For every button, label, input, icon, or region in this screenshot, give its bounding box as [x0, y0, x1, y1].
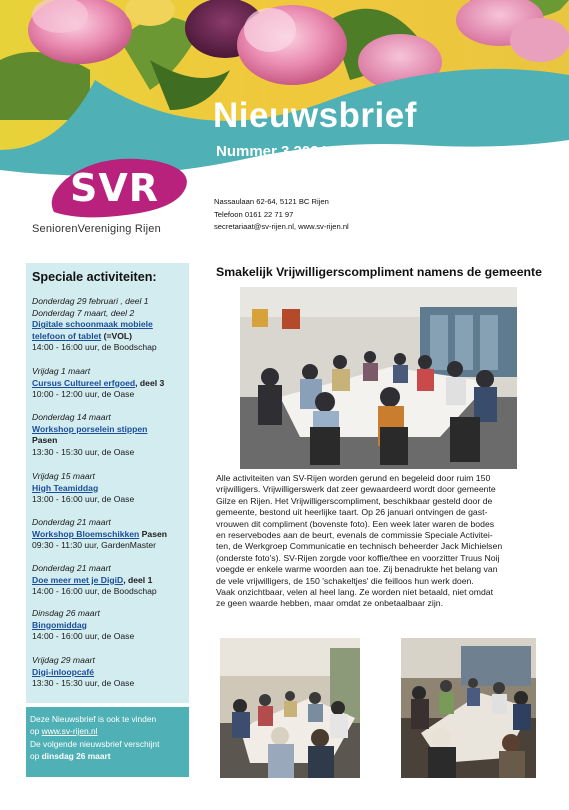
- bottom-right-photo: [401, 638, 536, 778]
- newsletter-title: Nieuwsbrief: [213, 96, 417, 135]
- contact-block: [214, 196, 349, 234]
- issue-number: Nummer 3 2024: [216, 143, 327, 160]
- activity-title-link[interactable]: Digi-inloopcafé: [32, 666, 95, 677]
- article-line: de vele vrijwilligers, de 150 'schakeltjes' die feilloos hun werk doen.: [216, 575, 474, 586]
- activity-date: Donderdag 14 maart: [32, 412, 111, 422]
- activity-date: Donderdag 21 maart: [32, 563, 111, 573]
- footer-line-2-prefix: op: [30, 726, 42, 736]
- activity-detail: 10:00 - 12:00 uur, de Oase: [32, 389, 135, 400]
- activity-date: Dinsdag 26 maart: [32, 608, 100, 618]
- activity-date: Vrijdag 29 maart: [32, 655, 95, 665]
- article-line: vrijwilligers. Vrijwilligerswerk dat zeer gewaardeerd wordt door gemeente: [216, 484, 496, 495]
- footer-line-2: [30, 726, 98, 737]
- activity-item: [32, 412, 192, 458]
- activity-detail: 14:00 - 16:00 uur, de Boodschap: [32, 342, 157, 353]
- activity-title-link[interactable]: Workshop Bloemschikken Pasen: [32, 528, 168, 539]
- activity-title-link[interactable]: Workshop porselein stippen: [32, 423, 148, 434]
- activity-detail: 14:00 - 16:00 uur, de Boodschap: [32, 586, 157, 597]
- contact-address: Nassaulaan 62-64, 5121 BC Rijen: [214, 197, 329, 206]
- article-line: Vaak onzichtbaar, velen al heel lang. Ze worden niet betaald, niet omdat: [216, 587, 494, 598]
- activity-title-link[interactable]: High Teamiddag: [32, 482, 99, 493]
- article-body: [216, 473, 541, 610]
- activity-detail: 13:00 - 16:00 uur, de Oase: [32, 494, 135, 505]
- footer-box: [26, 707, 189, 777]
- sidebar-heading: Speciale activiteiten:: [32, 270, 157, 284]
- volunteers-meeting-photo: [240, 287, 517, 469]
- footer-line-4-prefix: op: [30, 751, 42, 761]
- volunteers-group-photo-2: [401, 638, 536, 778]
- activity-date: Donderdag 21 maart: [32, 517, 111, 527]
- activity-date: Donderdag 7 maart, deel 2: [32, 307, 135, 318]
- bottom-left-photo: [220, 638, 360, 778]
- svr-logo: [28, 152, 198, 242]
- article-line: Alle activiteiten van SV-Rijen worden gerund en begeleid door ruim 150: [216, 473, 491, 483]
- article-title: Smakelijk Vrijwilligerscompliment namens de gemeente: [216, 265, 542, 279]
- activities-sidebar: [26, 263, 189, 703]
- activity-title-link[interactable]: Digitale schoonmaak mobiele: [32, 319, 153, 330]
- activity-date: Vrijdag 15 maart: [32, 471, 95, 481]
- activity-title-link[interactable]: telefoon of tablet (=VOL): [32, 330, 133, 341]
- activity-title-link[interactable]: Bingomiddag: [32, 619, 87, 630]
- logo-initials: SVR: [70, 166, 160, 210]
- logo-name: SeniorenVereniging Rijen: [32, 223, 161, 235]
- article-line: (onderste foto's). SV-Rijen zorgde voor koffie/thee en voorzitter Truus Noij: [216, 552, 500, 563]
- contact-phone: Telefoon 0161 22 71 97: [214, 209, 294, 219]
- main-photo: [240, 287, 517, 469]
- footer-line-1: Deze Nieuwsbrief is ook te vinden: [30, 714, 157, 724]
- activity-title-link[interactable]: Cursus Cultureel erfgoed, deel 3: [32, 377, 165, 388]
- activity-item: [32, 517, 192, 552]
- activity-detail: 13:30 - 15:30 uur, de Oase: [32, 678, 135, 689]
- activity-item: [32, 296, 192, 354]
- website-link[interactable]: www.sv-rijen.nl: [41, 726, 98, 736]
- activity-detail: Pasen: [32, 435, 58, 446]
- next-issue-date: dinsdag 26 maart: [41, 751, 111, 761]
- activity-date: Vrijdag 1 maart: [32, 366, 91, 376]
- footer-line-4: [30, 751, 111, 762]
- footer-line-3: De volgende nieuwsbrief verschijnt: [30, 739, 160, 749]
- activity-item: [32, 366, 192, 401]
- article-line: en reservebodes aan de beurt, evenals de commissie Speciale Activitei-: [216, 530, 493, 541]
- contact-email-web[interactable]: secretariaat@sv-rijen.nl, www.sv-rijen.nl: [214, 222, 349, 231]
- activity-detail: 13:30 - 15:30 uur, de Oase: [32, 446, 135, 457]
- article-line: voegde er enkele warme woorden aan toe. Zij benadrukte het belang van: [216, 564, 498, 575]
- volunteers-group-photo-1: [220, 638, 360, 778]
- article-line: vrouwen dit compliment (bovenste foto). Een week later waren de bodes: [216, 518, 495, 529]
- article-line: ze geen waarde hebben, maar omdat ze onbetaalbaar zijn.: [216, 598, 443, 609]
- activity-item: [32, 471, 192, 506]
- activity-item: [32, 563, 192, 598]
- activity-item: [32, 655, 192, 690]
- article-line: Gilze en Rijen. Het Vrijwilligerscompliment, beschikbaar gesteld door de: [216, 495, 493, 506]
- activity-item: [32, 608, 192, 643]
- activity-date: Donderdag 29 februari , deel 1: [32, 296, 149, 306]
- article-line: gemeente, bestond uit heerlijke taart. Op 26 januari ontvingen de gast-: [216, 507, 488, 518]
- article-line: ten, de Werkgroep Communicatie en technisch beheerder Jack Michielsen: [216, 541, 503, 552]
- activity-detail: 09:30 - 11:30 uur, GardenMaster: [32, 540, 157, 551]
- activity-detail: 14:00 - 16:00 uur, de Oase: [32, 631, 135, 642]
- activity-title-link[interactable]: Doe meer met je DigiD, deel 1: [32, 574, 153, 585]
